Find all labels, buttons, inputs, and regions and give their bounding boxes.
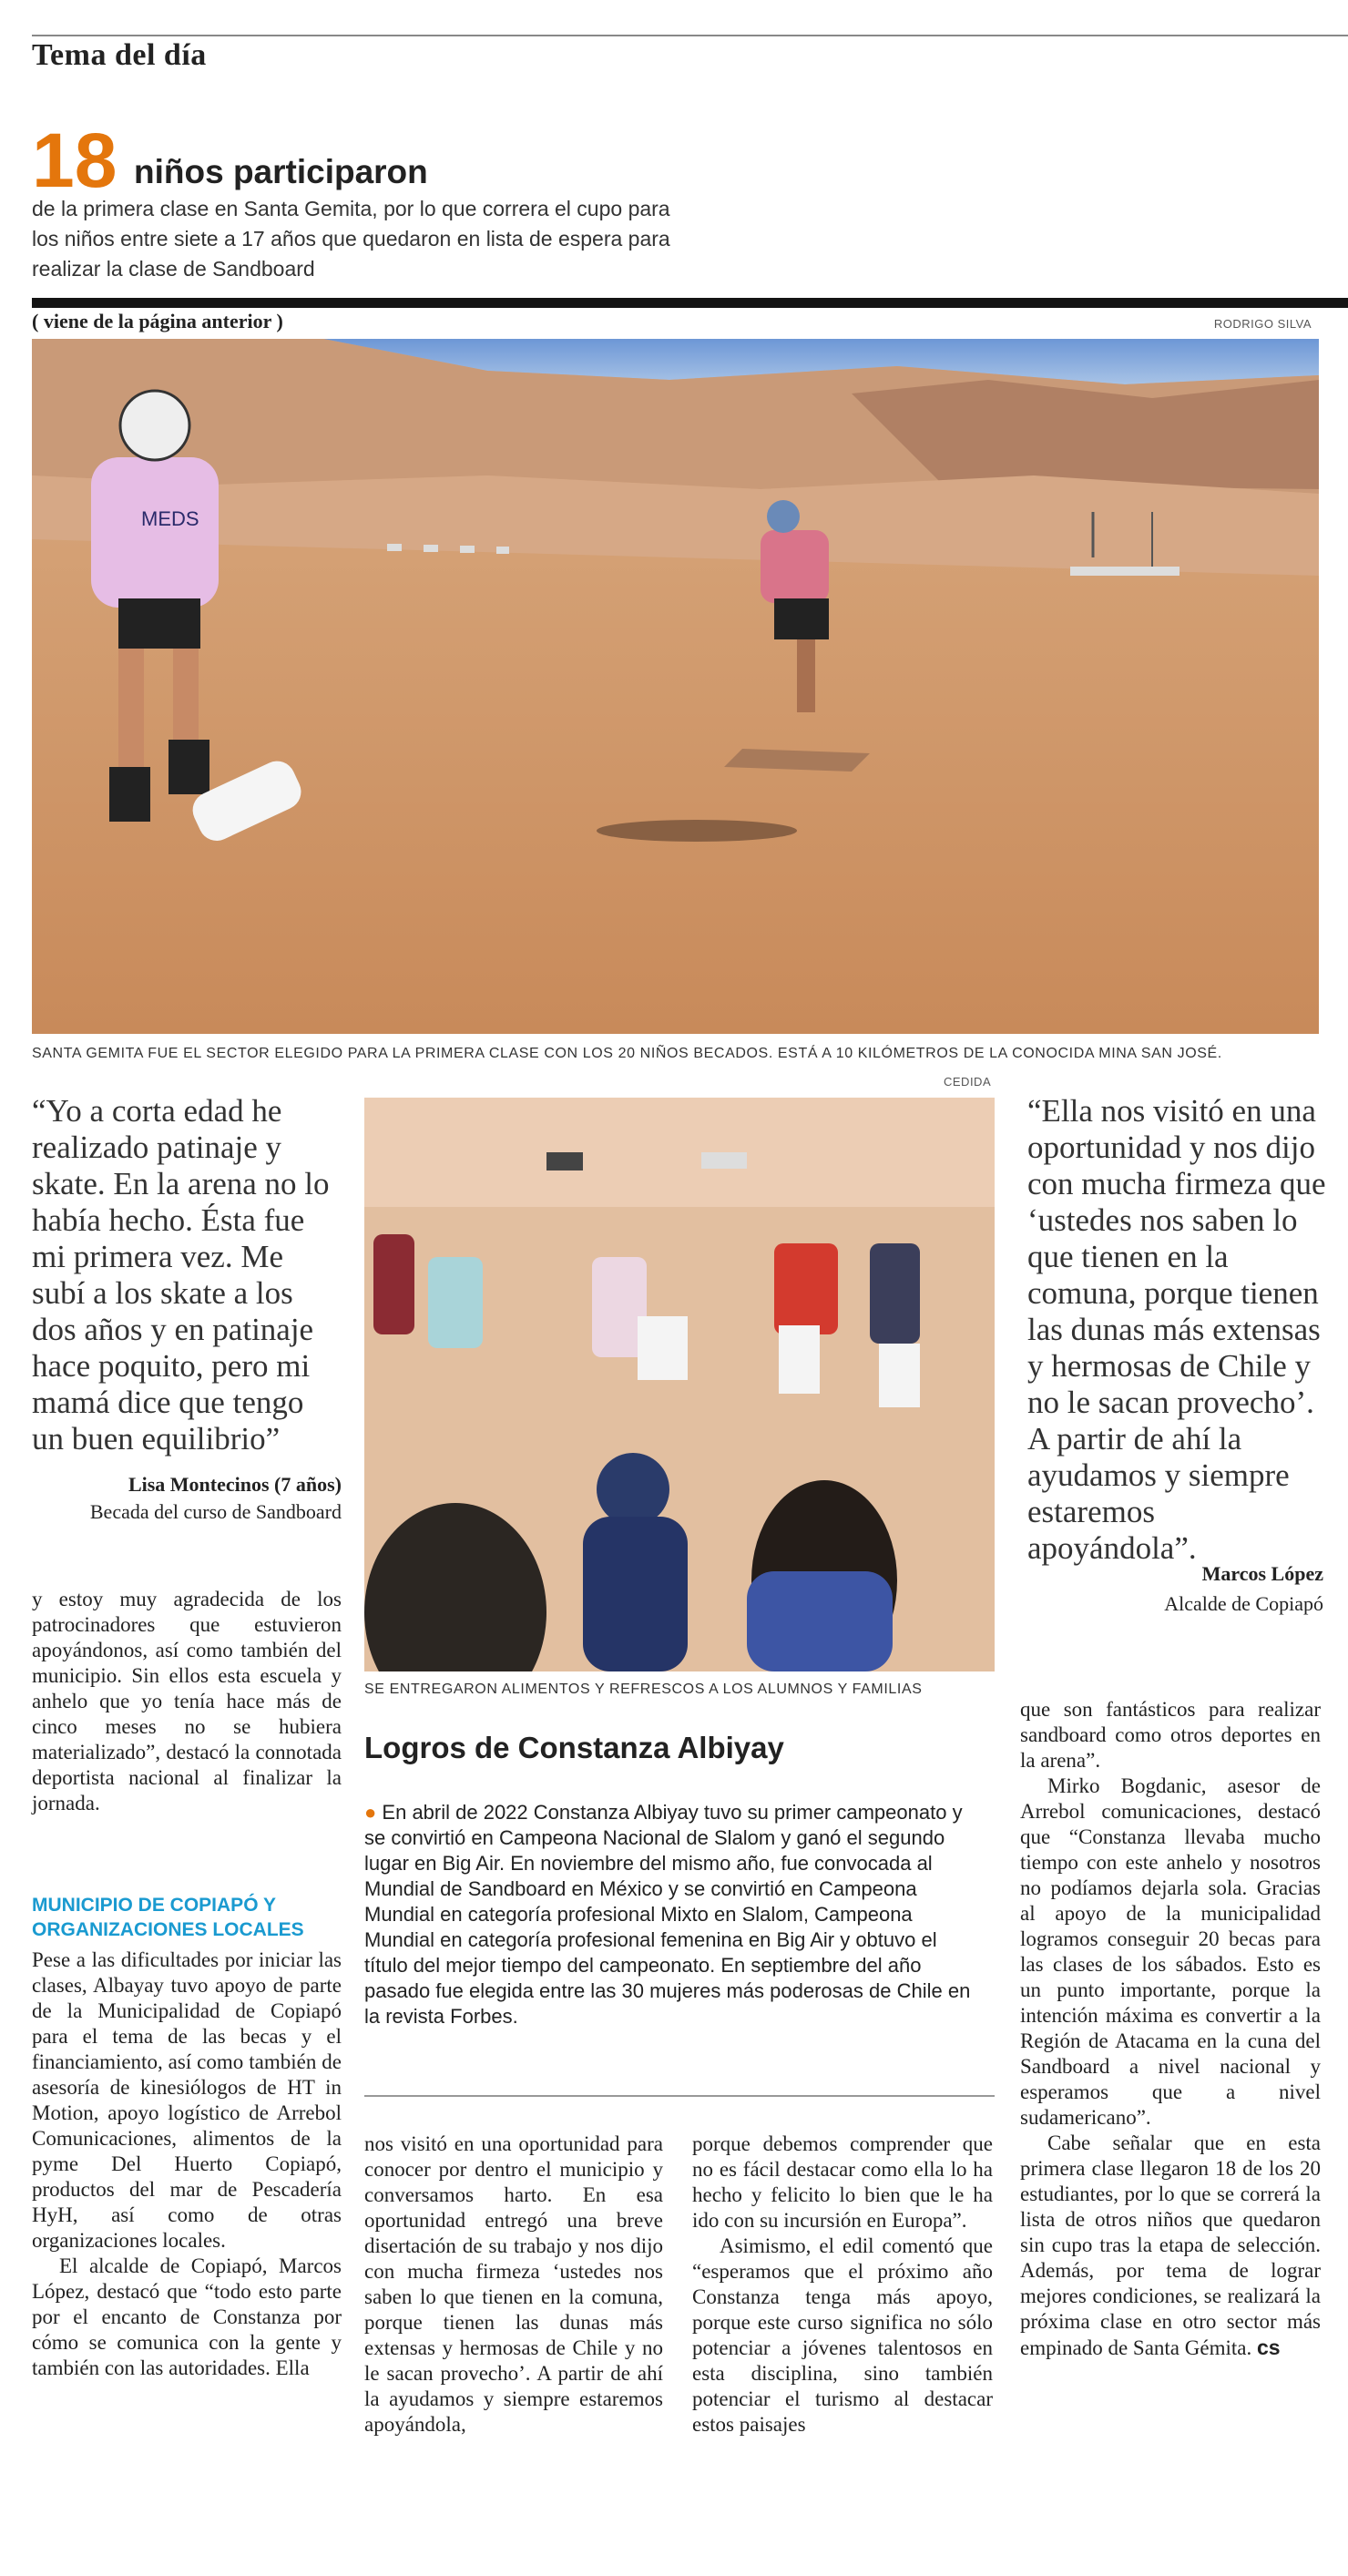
body-column-3 bbox=[692, 2131, 993, 2438]
col4-paragraph-3-text: Cabe señalar que en esta primera clase llegaron 18 de los 20 estudiantes, por lo que se correrá la lista de otros niños que quedaron sin cupo tras la etapa de selección. Además, por tema de lograr mejores condiciones, se realizará la próxima clase en otro sector más empinado de Santa Gémita. bbox=[1020, 2131, 1321, 2359]
body-column-1 bbox=[32, 1587, 342, 1816]
photo2-credit: CEDIDA bbox=[944, 1075, 992, 1089]
headline-dek: de la primera clase en Santa Gemita, por lo que correra el cupo para los niños entre siete a 17 años que quedaron en lista de espera para realizar la clase de Sandboard bbox=[32, 197, 670, 281]
photo2-caption: SE ENTREGARON ALIMENTOS Y REFRESCOS A LOS ALUMNOS Y FAMILIAS bbox=[364, 1682, 923, 1697]
box-rule bbox=[364, 2095, 995, 2097]
photo-families bbox=[364, 1098, 995, 1671]
photo-sandboarding bbox=[32, 339, 1319, 1034]
body-column-4 bbox=[1020, 1697, 1321, 2361]
quote-left-name: Lisa Montecinos (7 años) bbox=[128, 1473, 342, 1496]
col1-subhead: MUNICIPIO DE COPIAPÓ Y ORGANIZACIONES LOCALES bbox=[32, 1895, 304, 1940]
box-text bbox=[364, 1800, 973, 2029]
quote-right-name: Marcos López bbox=[1201, 1562, 1323, 1585]
headline-title: niños participaron bbox=[134, 153, 428, 190]
col3-paragraph-2: Asimismo, el edil comentó que “esperamos que el próximo año Constanza tenga más apoyo, porque este curso significa no sólo potenciar a jóvenes talentosos en esta disciplina, sino también potenciar el turismo al destacar estos paisajes bbox=[692, 2234, 993, 2436]
bullet-icon: ● bbox=[364, 1801, 377, 1824]
section-title: Tema del día bbox=[32, 38, 207, 72]
headline-number: 18 bbox=[32, 118, 117, 203]
quote-right-role: Alcalde de Copiapó bbox=[1164, 1592, 1323, 1615]
col4-paragraph-2: Mirko Bogdanic, asesor de Arrebol comunicaciones, destacó que “Constanza llevaba mucho tiempo con este anhelo y nosotros no podíamos dejarla sola. Gracias al apoyo de la municipalidad logramos conseguir 20 becas para las clases de los sábados. Esto es un punto importante, porque la intención máxima es convertir a la Región de Atacama en la cuna del Sandboard a nivel nacional y esperamos que a nivel sudamericano”. bbox=[1020, 1774, 1321, 2129]
header-bar bbox=[32, 298, 1348, 308]
col1-paragraph-3: El alcalde de Copiapó, Marcos López, destacó que “todo esto parte por el encanto de Constanza por cómo se comunica con la gente y también con las autoridades. Ella bbox=[32, 2254, 342, 2379]
col1-paragraph-1: y estoy muy agradecida de los patrocinadores que estuvieron apoyándonos, así como también del municipio. Sin ellos esta escuela y anhelo que yo tenía hace más de cinco meses no se hubiera materializado”, destacó la connotada deportista nacional al finalizar la jornada. bbox=[32, 1588, 342, 1814]
body-column-1b bbox=[32, 1947, 342, 2381]
photo1-credit: RODRIGO SILVA bbox=[1213, 317, 1312, 331]
end-mark-icon: cs bbox=[1256, 2336, 1281, 2359]
col4-paragraph-3 bbox=[1020, 2131, 1321, 2361]
box-title: Logros de Constanza Albiyay bbox=[364, 1731, 784, 1764]
col3-paragraph-1: porque debemos comprender que no es fácil destacar como ella lo ha hecho y felicito lo bien que le ha ido con su incursión en Europa”. bbox=[692, 2132, 993, 2232]
col1-paragraph-2: Pese a las dificultades por iniciar las clases, Albayay tuvo apoyo de parte de la Municipalidad de Copiapó para el tema de las becas y el financiamiento, así como también de asesoría de kinesiólogos de HT in Motion, apoyo logístico de Arrebol Comunicaciones, alimentos de la pyme Del Huerto Copiapó, productos del mar de Pescadería HyH, así como de otras organizaciones locales. bbox=[32, 1948, 342, 2252]
continued-note: ( viene de la página anterior ) bbox=[32, 310, 283, 332]
col2-paragraph-1: nos visitó en una oportunidad para conocer por dentro el municipio y conversamos harto. En esa oportunidad entregó una breve disertación de su trabajo y nos dijo con mucha firmeza ‘ustedes nos saben lo que tienen en la comuna, porque tienen las dunas más extensas y hermosas de Chile y no le sacan provecho’. A partir de ahí la ayudamos y siempre estaremos apoyándola, bbox=[364, 2132, 663, 2436]
quote-left-role: Becada del curso de Sandboard bbox=[89, 1500, 342, 1523]
jersey-text: MEDS bbox=[141, 507, 199, 530]
pull-quote-right: “Ella nos visitó en una oportunidad y nos dijo con mucha firmeza que ‘ustedes nos saben lo que tienen en la comuna, porque tienen las dunas más extensas y hermosas de Chile y no le sacan provecho’. A partir de ahí la ayudamos y siempre estaremos apoyándola”. bbox=[1027, 1093, 1326, 1566]
body-column-2 bbox=[364, 2131, 663, 2438]
box-paragraph: En abril de 2022 Constanza Albiyay tuvo su primer campeonato y se convirtió en Campeona Nacional de Slalom y ganó el segundo lugar en Big Air. En noviembre del mismo año, fue convocada al Mundial de Sandboard en México y se convirtió en Campeona Mundial en categoría profesional Mixto en Slalom, Campeona Mundial en categoría profesional femenina en Big Air y obtuvo el título del mejor tiempo del campeonato. En septiembre del año pasado fue elegida entre las 30 mujeres más poderosas de Chile en la revista Forbes. bbox=[364, 1801, 971, 2028]
top-rule bbox=[32, 35, 1348, 36]
photo1-caption: SANTA GEMITA FUE EL SECTOR ELEGIDO PARA LA PRIMERA CLASE CON LOS 20 NIÑOS BECADOS. ESTÁ A 10 KILÓMETROS DE LA CONOCIDA MINA SAN JOSÉ. bbox=[32, 1046, 1222, 1061]
pull-quote-left: “Yo a corta edad he realizado patinaje y skate. En la arena no lo había hecho. Ésta fue mi primera vez. Me subí a los skate a los dos años y en patinaje hace poquito, pero mi mamá dice que tengo un buen equilibrio” bbox=[32, 1093, 330, 1457]
col4-paragraph-1: que son fantásticos para realizar sandboard como otros deportes en la arena”. bbox=[1020, 1698, 1321, 1772]
